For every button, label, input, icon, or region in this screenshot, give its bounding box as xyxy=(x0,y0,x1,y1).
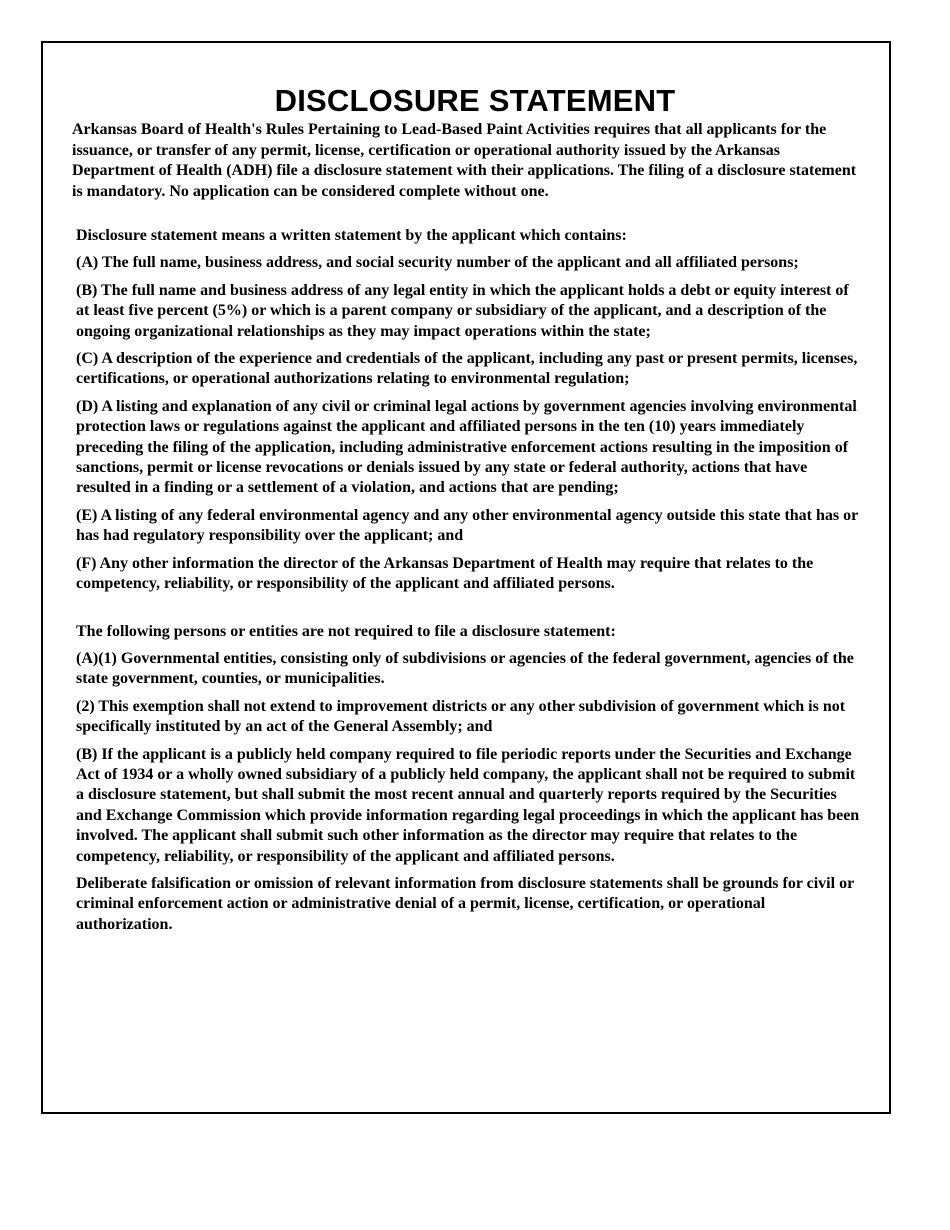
warning-paragraph: Deliberate falsification or omission of relevant information from disclosure statements shall be grounds for civil or criminal enforcement action or administrative denial of a permit, license, certification, or operational authorization. xyxy=(76,874,854,933)
exemptions-lead: The following persons or entities are not required to file a disclosure statement: xyxy=(76,622,616,640)
definition-lead: Disclosure statement means a written statement by the applicant which contains: xyxy=(76,227,627,244)
definition-item-a: (A) The full name, business address, and social security number of the applicant and all affiliated persons; xyxy=(76,254,799,272)
definition-item-e: (E) A listing of any federal environmental agency and any other environmental agency outside this state that has or has had regulatory responsibility over the applicant; and xyxy=(76,506,858,545)
exemption-item-b: (B) If the applicant is a publicly held company required to file periodic reports under the Securities and Exchange Act of 1934 or a wholly owned subsidiary of a publicly held company, the applicant shall not be required to submit a disclosure statement, but shall submit the most recent annual and quarterly reports required by the Securities and Exchange Commission which provide information regarding legal proceedings in which the applicant has been involved. The applicant shall submit such other information as the director may require that relates to the competency, reliability, or responsibility of the applicant and affiliated persons. xyxy=(76,745,860,865)
document-body xyxy=(76,226,862,942)
section-spacer xyxy=(76,595,862,622)
page-title: DISCLOSURE STATEMENT xyxy=(274,83,676,118)
definition-item-c: (C) A description of the experience and credentials of the applicant, including any past or present permits, licenses, certifications, or operational authorizations relating to environmental regulation; xyxy=(76,350,858,388)
definition-item-f: (F) Any other information the director of the Arkansas Department of Health may require that relates to the competency, reliability, or responsibility of the applicant and affiliated persons. xyxy=(76,554,814,593)
definition-item-b: (B) The full name and business address of any legal entity in which the applicant holds a debt or equity interest of at least five percent (5%) or which is a parent company or subsidiary of the applicant, and a description of the ongoing organizational relationships as they may impact operations within the state; xyxy=(76,281,849,340)
intro-paragraph: Arkansas Board of Health's Rules Pertaining to Lead-Based Paint Activities requires that all applicants for the issuance, or transfer of any permit, license, certification or operational authority issued by the Arkansas Department of Health (ADH) file a disclosure statement with their applications. The filing of a disclosure statement is mandatory. No application can be considered complete without one. xyxy=(72,121,857,200)
definition-item-d: (D) A listing and explanation of any civil or criminal legal actions by government agencies involving environmental protection laws or regulations against the applicant and affiliated persons in the ten (10) years immediately preceding the filing of the application, including administrative enforcement actions resulting in the imposition of sanctions, permit or license revocations or denials issued by any state or federal authority, actions that have resulted in a finding or a settlement of a violation, and actions that are pending; xyxy=(76,397,857,497)
exemption-item-2: (2) This exemption shall not extend to improvement districts or any other subdivision of government which is not specifically instituted by an act of the General Assembly; and xyxy=(76,697,846,736)
exemption-item-a1: (A)(1) Governmental entities, consisting only of subdivisions or agencies of the federal government, agencies of the state government, counties, or municipalities. xyxy=(76,649,854,688)
